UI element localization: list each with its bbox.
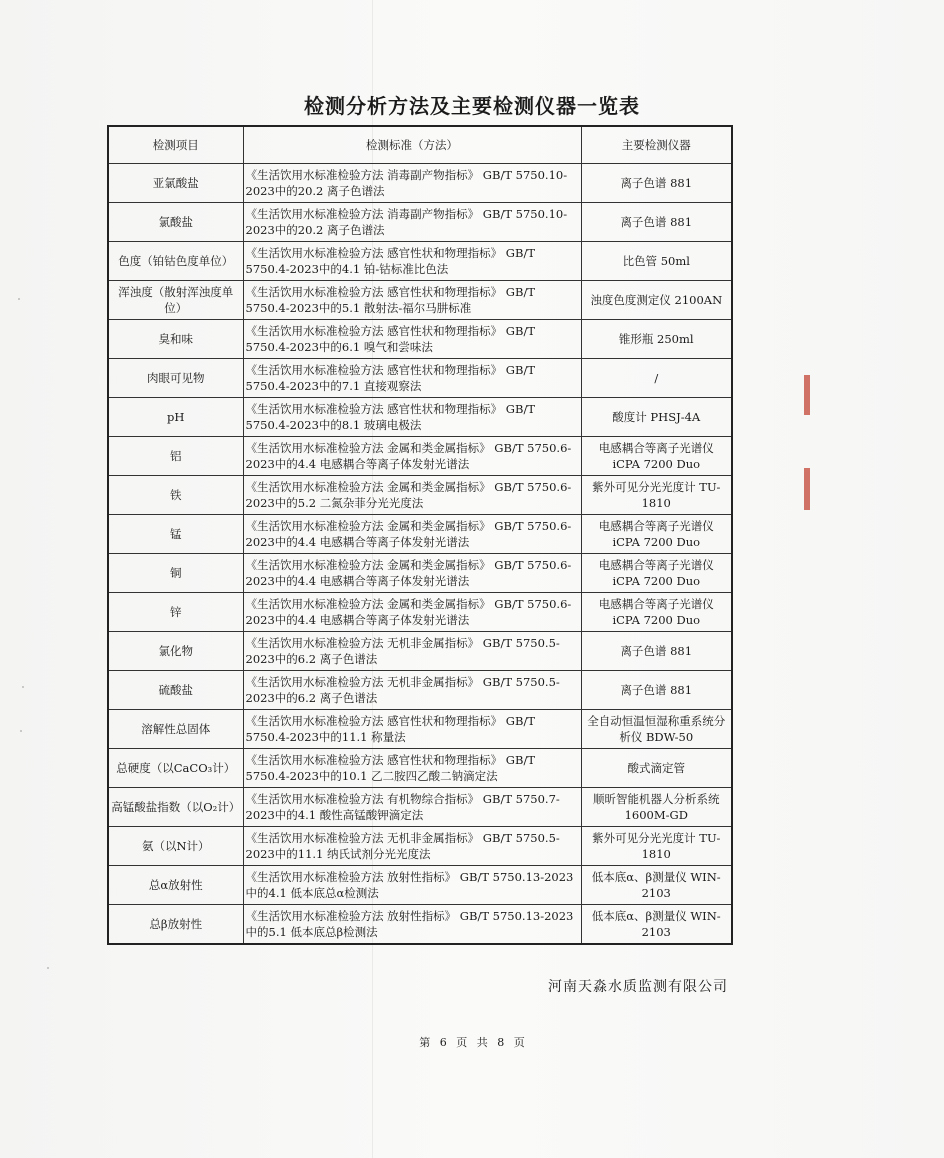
page-footer: 第 6 页 共 8 页 (419, 1036, 525, 1049)
cell-instrument: 离子色谱 881 (581, 632, 732, 671)
cell-method: 《生活饮用水标准检验方法 感官性状和物理指标》 GB/T 5750.4-2023中的4.1 铂-钴标准比色法 (243, 242, 581, 281)
cell-item: 亚氯酸盐 (108, 164, 243, 203)
cell-item: 氨（以N计） (108, 827, 243, 866)
table-header-row (108, 126, 732, 164)
table-row (108, 710, 732, 749)
cell-item: 氯化物 (108, 632, 243, 671)
cell-method: 《生活饮用水标准检验方法 无机非金属指标》 GB/T 5750.5-2023中的6.2 离子色谱法 (243, 632, 581, 671)
cell-instrument: 离子色谱 881 (581, 164, 732, 203)
cell-instrument: 电感耦合等离子光谱仪 iCPA 7200 Duo (581, 437, 732, 476)
cell-instrument: 锥形瓶 250ml (581, 320, 732, 359)
table-row (108, 593, 732, 632)
cell-item: 铜 (108, 554, 243, 593)
cell-method: 《生活饮用水标准检验方法 金属和类金属指标》 GB/T 5750.6-2023中的4.4 电感耦合等离子体发射光谱法 (243, 554, 581, 593)
cell-method: 《生活饮用水标准检验方法 感官性状和物理指标》 GB/T 5750.4-2023中的5.1 散射法-福尔马肼标准 (243, 281, 581, 320)
cell-item: 浑浊度（散射浑浊度单位） (108, 281, 243, 320)
table-row (108, 749, 732, 788)
table-row (108, 788, 732, 827)
cell-item: 臭和味 (108, 320, 243, 359)
table-row (108, 203, 732, 242)
stamp-edge-mark (804, 375, 810, 415)
cell-instrument: 紫外可见分光光度计 TU-1810 (581, 476, 732, 515)
cell-method: 《生活饮用水标准检验方法 感官性状和物理指标》 GB/T 5750.4-2023中的11.1 称量法 (243, 710, 581, 749)
cell-instrument: 紫外可见分光光度计 TU-1810 (581, 827, 732, 866)
cell-instrument: 浊度色度测定仪 2100AN (581, 281, 732, 320)
header-method: 检测标准（方法） (243, 126, 581, 164)
cell-instrument: 电感耦合等离子光谱仪 iCPA 7200 Duo (581, 554, 732, 593)
table-row (108, 827, 732, 866)
cell-method: 《生活饮用水标准检验方法 金属和类金属指标》 GB/T 5750.6-2023中的5.2 二氮杂菲分光光度法 (243, 476, 581, 515)
scan-speck (22, 686, 24, 688)
cell-method: 《生活饮用水标准检验方法 金属和类金属指标》 GB/T 5750.6-2023中的4.4 电感耦合等离子体发射光谱法 (243, 437, 581, 476)
cell-item: 锰 (108, 515, 243, 554)
cell-item: 硫酸盐 (108, 671, 243, 710)
cell-instrument: 离子色谱 881 (581, 671, 732, 710)
cell-instrument: 离子色谱 881 (581, 203, 732, 242)
table-row (108, 164, 732, 203)
table-row (108, 515, 732, 554)
cell-item: pH (108, 398, 243, 437)
cell-method: 《生活饮用水标准检验方法 无机非金属指标》 GB/T 5750.5-2023中的6.2 离子色谱法 (243, 671, 581, 710)
stamp-edge-mark (804, 468, 810, 510)
cell-item: 总β放射性 (108, 905, 243, 945)
cell-method: 《生活饮用水标准检验方法 感官性状和物理指标》 GB/T 5750.4-2023中的8.1 玻璃电极法 (243, 398, 581, 437)
cell-item: 铁 (108, 476, 243, 515)
table-row (108, 554, 732, 593)
cell-item: 铝 (108, 437, 243, 476)
table-row (108, 866, 732, 905)
cell-method: 《生活饮用水标准检验方法 消毒副产物指标》 GB/T 5750.10-2023中的20.2 离子色谱法 (243, 164, 581, 203)
table-row (108, 320, 732, 359)
cell-instrument: 比色管 50ml (581, 242, 732, 281)
cell-instrument: 酸式滴定管 (581, 749, 732, 788)
scan-speck (47, 967, 49, 969)
cell-item: 高锰酸盐指数（以O₂计） (108, 788, 243, 827)
cell-instrument: 电感耦合等离子光谱仪 iCPA 7200 Duo (581, 593, 732, 632)
cell-method: 《生活饮用水标准检验方法 感官性状和物理指标》 GB/T 5750.4-2023中的7.1 直接观察法 (243, 359, 581, 398)
cell-item: 总α放射性 (108, 866, 243, 905)
method-instrument-table (107, 125, 733, 945)
header-item: 检测项目 (108, 126, 243, 164)
cell-item: 锌 (108, 593, 243, 632)
cell-instrument: 电感耦合等离子光谱仪 iCPA 7200 Duo (581, 515, 732, 554)
cell-method: 《生活饮用水标准检验方法 感官性状和物理指标》 GB/T 5750.4-2023中的6.1 嗅气和尝味法 (243, 320, 581, 359)
cell-method: 《生活饮用水标准检验方法 感官性状和物理指标》 GB/T 5750.4-2023中的10.1 乙二胺四乙酸二钠滴定法 (243, 749, 581, 788)
table-row (108, 671, 732, 710)
cell-item: 色度（铂钴色度单位） (108, 242, 243, 281)
cell-method: 《生活饮用水标准检验方法 消毒副产物指标》 GB/T 5750.10-2023中的20.2 离子色谱法 (243, 203, 581, 242)
cell-item: 总硬度（以CaCO₃计） (108, 749, 243, 788)
table-row (108, 632, 732, 671)
table-row (108, 905, 732, 945)
table-row (108, 437, 732, 476)
cell-method: 《生活饮用水标准检验方法 金属和类金属指标》 GB/T 5750.6-2023中的4.4 电感耦合等离子体发射光谱法 (243, 593, 581, 632)
cell-item: 氯酸盐 (108, 203, 243, 242)
table-row (108, 476, 732, 515)
table-row (108, 398, 732, 437)
cell-instrument: 酸度计 PHSJ-4A (581, 398, 732, 437)
table-row (108, 281, 732, 320)
cell-instrument: / (581, 359, 732, 398)
cell-method: 《生活饮用水标准检验方法 有机物综合指标》 GB/T 5750.7-2023中的4.1 酸性高锰酸钾滴定法 (243, 788, 581, 827)
header-instrument: 主要检测仪器 (581, 126, 732, 164)
document-title: 检测分析方法及主要检测仪器一览表 (304, 94, 640, 118)
cell-method: 《生活饮用水标准检验方法 无机非金属指标》 GB/T 5750.5-2023中的11.1 纳氏试剂分光光度法 (243, 827, 581, 866)
cell-instrument: 全自动恒温恒湿称重系统分析仪 BDW-50 (581, 710, 732, 749)
cell-method: 《生活饮用水标准检验方法 放射性指标》 GB/T 5750.13-2023中的5.1 低本底总β检测法 (243, 905, 581, 945)
cell-instrument: 低本底α、β测量仪 WIN-2103 (581, 905, 732, 945)
cell-instrument: 顺昕智能机器人分析系统 1600M-GD (581, 788, 732, 827)
scan-speck (20, 730, 22, 732)
cell-instrument: 低本底α、β测量仪 WIN-2103 (581, 866, 732, 905)
cell-item: 溶解性总固体 (108, 710, 243, 749)
scan-speck (18, 298, 20, 300)
company-name: 河南天淼水质监测有限公司 (548, 979, 728, 995)
cell-item: 肉眼可见物 (108, 359, 243, 398)
table-row (108, 359, 732, 398)
cell-method: 《生活饮用水标准检验方法 放射性指标》 GB/T 5750.13-2023中的4.1 低本底总α检测法 (243, 866, 581, 905)
cell-method: 《生活饮用水标准检验方法 金属和类金属指标》 GB/T 5750.6-2023中的4.4 电感耦合等离子体发射光谱法 (243, 515, 581, 554)
table-row (108, 242, 732, 281)
